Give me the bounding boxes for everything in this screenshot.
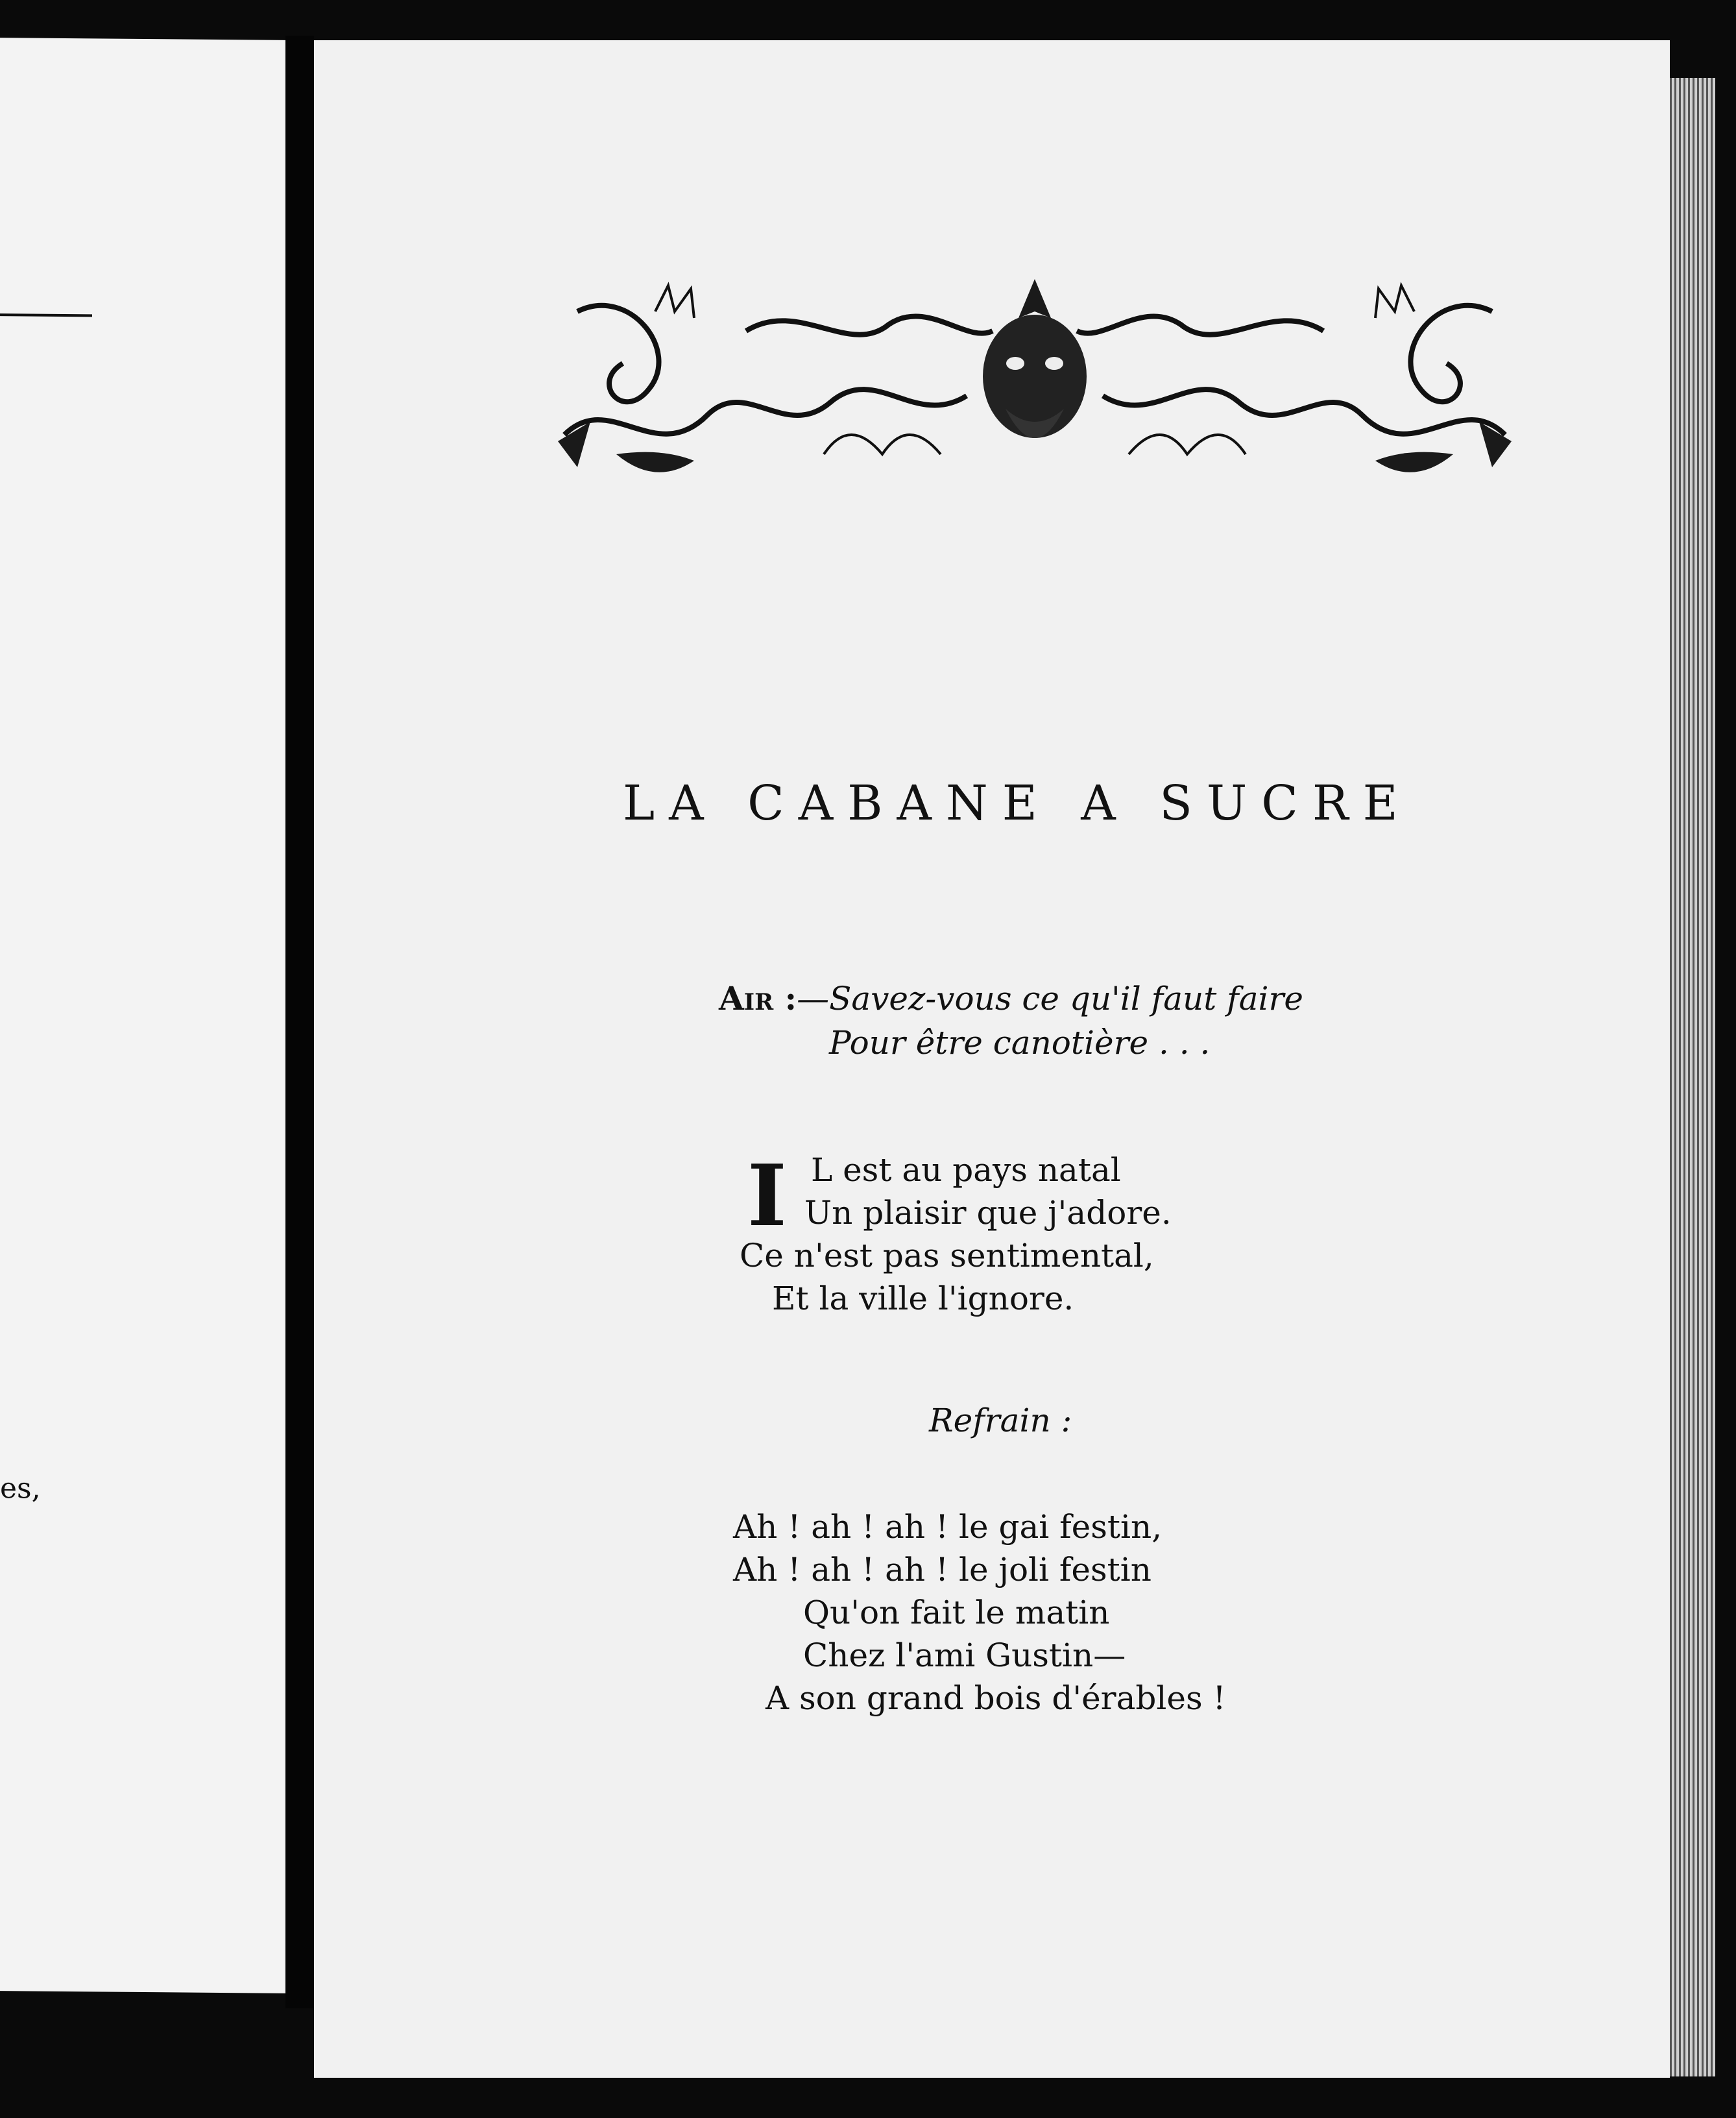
verse-line: L est au pays natal <box>811 1151 1121 1189</box>
air-line-2: Pour être canotière . . . <box>829 1024 1211 1062</box>
page-fore-edge <box>1670 78 1715 2076</box>
foliate-headpiece-ornament-icon <box>551 273 1518 487</box>
left-page <box>0 38 285 1993</box>
air-label: Air : <box>719 979 797 1017</box>
air-line-1: —Savez-vous ce qu'il faut faire <box>797 980 1303 1017</box>
verse-stanza <box>740 1146 1172 1320</box>
verse-line: Ce n'est pas sentimental, <box>740 1237 1154 1274</box>
refrain-line: Qu'on fait le matin <box>803 1594 1110 1631</box>
refrain-line: A son grand bois d'érables ! <box>766 1679 1226 1717</box>
verse-line: Et la ville l'ignore. <box>772 1280 1074 1317</box>
refrain-line: Ah ! ah ! ah ! le gai festin, <box>733 1508 1163 1546</box>
refrain-stanza <box>733 1505 1226 1720</box>
left-page-rule <box>0 313 92 317</box>
drop-cap: I <box>747 1146 787 1245</box>
air-block <box>719 977 1303 1065</box>
refrain-heading: Refrain : <box>929 1402 1072 1439</box>
refrain-line: Ah ! ah ! ah ! le joli festin <box>733 1551 1151 1588</box>
book-spine <box>285 36 314 2008</box>
page-title: LA CABANE A SUCRE <box>623 775 1412 831</box>
verse-line: Un plaisir que j'adore. <box>804 1194 1172 1232</box>
left-page-text-fragment: es, <box>0 1472 41 1505</box>
refrain-line: Chez l'ami Gustin— <box>803 1637 1126 1674</box>
